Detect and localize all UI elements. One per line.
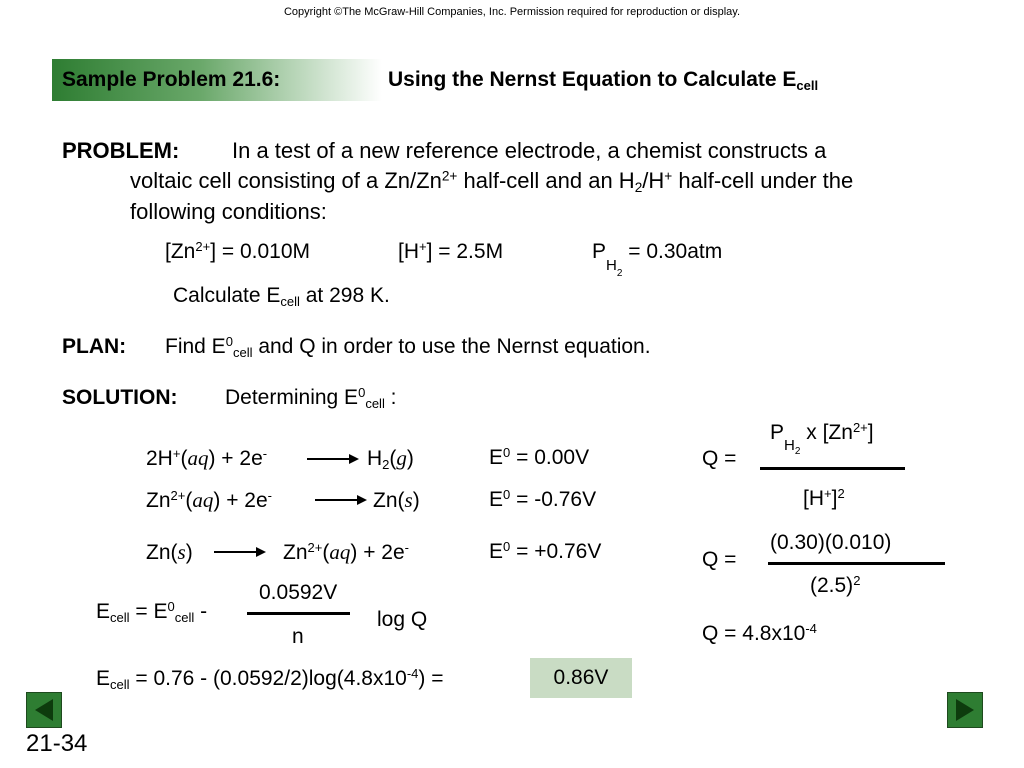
q-numerator-symbolic: $P_{H2}$ x $[Zn^{2+}]$ [770, 419, 874, 457]
plan-label: PLAN: [62, 335, 127, 358]
condition-pressure: $P_{H2} = 0.30atm$ [592, 240, 723, 279]
final-calculation: $E_{cell} = 0.76 - (0.0592/2)\log(4.8x10^{-4})$ = [96, 665, 444, 692]
previous-slide-button[interactable] [26, 692, 62, 728]
calculate-line: Calculate $E_{cell}$ at 298 K. [173, 284, 390, 309]
sample-problem-label: Sample Problem 21.6: [62, 68, 281, 91]
q-denominator-symbolic: $[H^+]^2$ [803, 485, 845, 510]
problem-label: PROBLEM: [62, 138, 180, 163]
triangle-right-icon [948, 693, 982, 727]
condition-zn: $[Zn^{2+}] = 0.010M$ [165, 238, 310, 263]
reaction-3-arrow [214, 551, 264, 553]
final-answer: 0.86V [530, 658, 632, 698]
q-result: $Q = 4.8x10^{-4}$ [702, 620, 817, 645]
nernst-numerator: 0.0592V [259, 581, 338, 604]
q-label-1: Q = [702, 447, 737, 470]
q-denominator-numeric: $(2.5)^2$ [810, 572, 861, 597]
header-title: Using the Nernst Equation to Calculate $E_{cell}$ [388, 68, 819, 93]
plan-text: Find $E^0_{cell}$ and Q in order to use the Nernst equation. [165, 333, 651, 360]
reaction-1-left: 2H+(aq) + 2e- [146, 445, 268, 470]
condition-h: [H+] = 2.5M [398, 238, 504, 263]
reaction-1-arrow [307, 458, 357, 460]
q-fraction-bar-1 [760, 467, 905, 470]
problem-line-3: following conditions: [130, 199, 327, 224]
triangle-left-icon [27, 693, 61, 727]
nernst-log-q: log Q [377, 608, 428, 631]
solution-label: SOLUTION: [62, 386, 178, 409]
q-numerator-numeric: (0.30)(0.010) [770, 531, 892, 554]
problem-line-1: In a test of a new reference electrode, a chemist constructs a [232, 138, 827, 163]
reaction-2-potential: $E^0 = -0.76V$ [489, 486, 597, 511]
slide-number: 21-34 [26, 730, 88, 757]
q-fraction-bar-2 [768, 562, 945, 565]
reaction-1-right: $H_2(g)$ [367, 446, 414, 472]
nernst-lhs: $E_{cell} = E^0_{cell}$ - [96, 598, 208, 625]
reaction-2-right: Zn(s) [373, 488, 420, 512]
q-label-2: Q = [702, 548, 737, 571]
problem-line-2: voltaic cell consisting of a $Zn/Zn^{2+}$ half-cell and an $H_2/H^+$ half-cell under the [130, 168, 854, 196]
nernst-fraction-bar [247, 612, 350, 615]
nernst-denominator: n [292, 625, 304, 648]
reaction-1-potential: $E^0 = 0.00V$ [489, 444, 590, 469]
reaction-2-arrow [315, 499, 365, 501]
reaction-3-right: $Zn^{2+}(aq) + 2e^-$ [283, 539, 409, 564]
reaction-3-left: Zn(s) [146, 540, 193, 564]
solution-text: Determining $E^0_{cell}$ : [225, 384, 397, 411]
next-slide-button[interactable] [947, 692, 983, 728]
reaction-2-left: $Zn^{2+}(aq) + 2e^-$ [146, 487, 272, 512]
copyright-notice: Copyright ©The McGraw-Hill Companies, Inc. Permission required for reproduction or display. [283, 6, 741, 18]
reaction-3-potential: $E^0 = +0.76V$ [489, 538, 602, 563]
